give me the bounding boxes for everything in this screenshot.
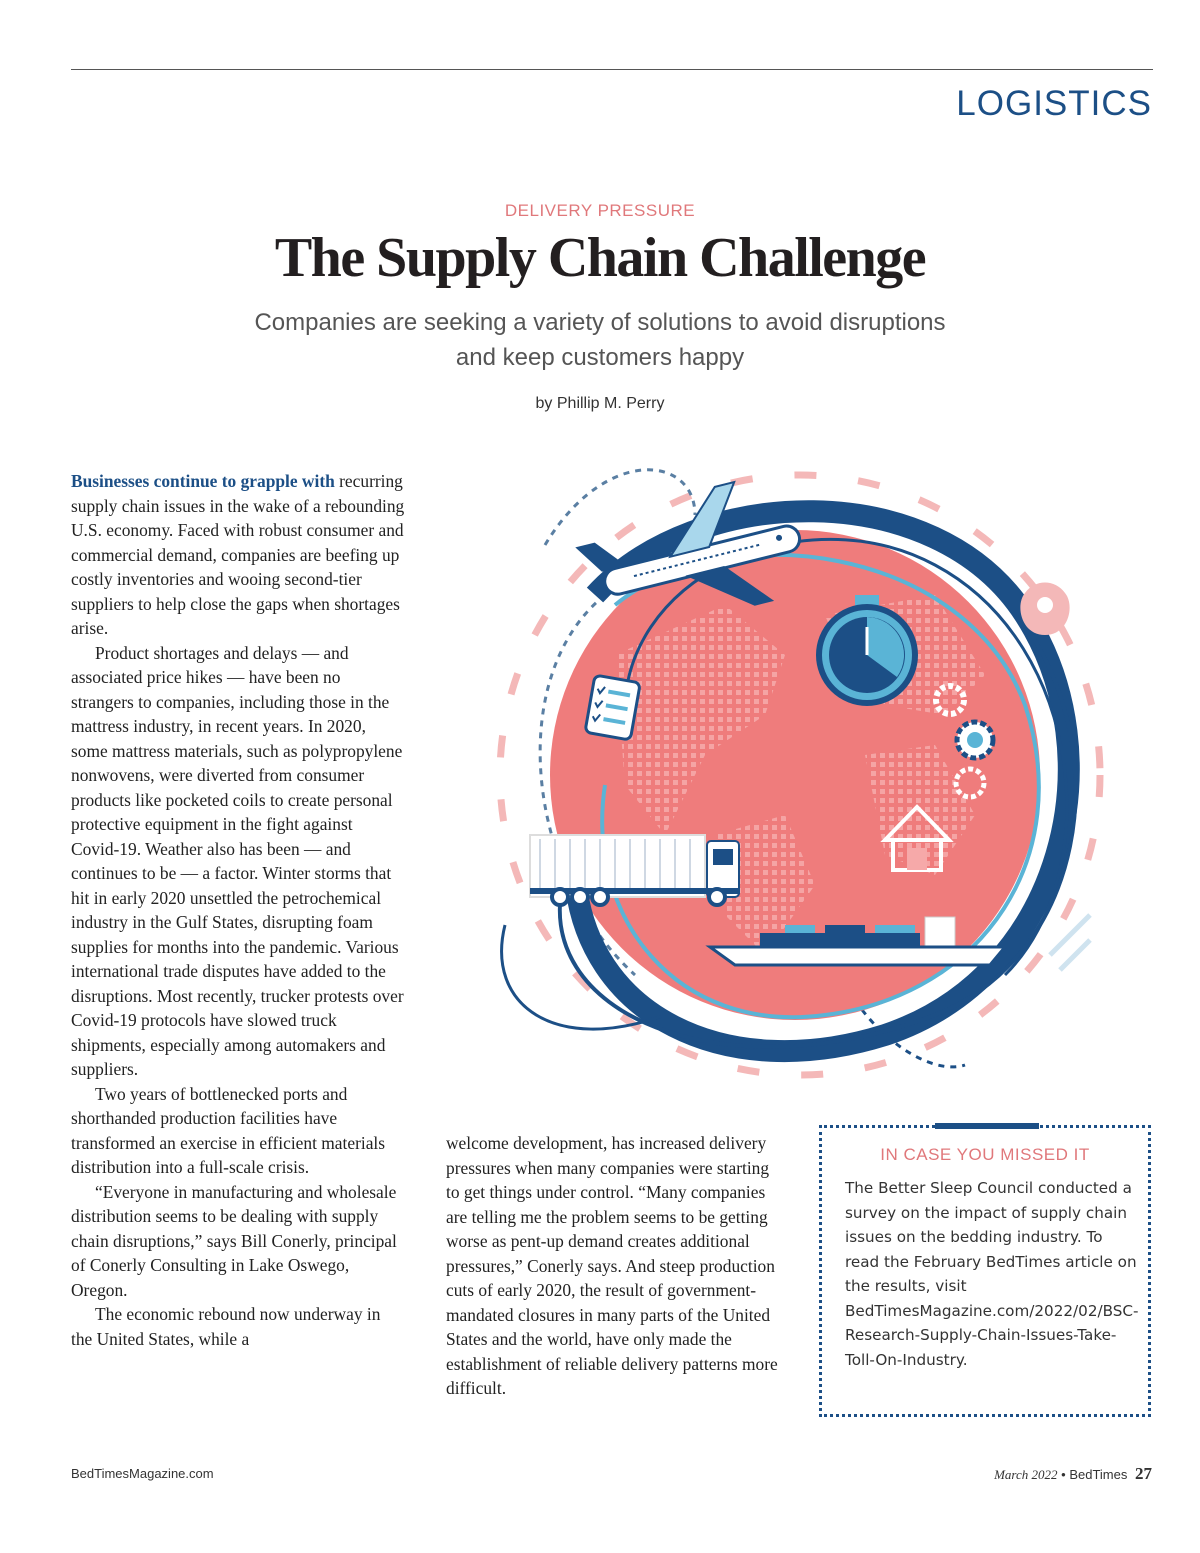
checklist-icon [585, 675, 640, 740]
article-kicker: DELIVERY PRESSURE [504, 201, 696, 220]
body-paragraph: Two years of bottlenecked ports and shorthanded production facilities have transformed an exercise in efficient materials distribution into a full-scale crisis. [71, 1083, 386, 1177]
accent-lines-icon [1050, 915, 1090, 970]
footer-website: BedTimesMagazine.com [71, 1466, 214, 1481]
footer-folio [994, 1464, 1152, 1484]
article-title: The Supply Chain Challenge [274, 227, 926, 289]
footer-issue: March 2022 [994, 1467, 1058, 1482]
body-column-2 [446, 1131, 779, 1401]
paragraph-text: recurring supply chain issues in the wake of a rebounding U.S. economy. Faced with robust consumer and commercial demand, companies are beefing up costly inventories and wooing second-tier suppliers to help close the gaps when shortages arise. [71, 471, 405, 638]
sidebar-body: The Better Sleep Council conducted a survey on the impact of supply chain issues on the bedding industry. To read the February BedTimes article on the results, visit BedTimesMagazine.com/2022/02/BSC-Research-Supply-Chain-Issues-Take-Toll-On-Industry. [845, 1179, 1139, 1369]
supply-chain-illustration [465, 455, 1115, 1085]
sidebar-box [819, 1125, 1151, 1417]
article-byline: by Phillip M. Perry [535, 395, 665, 412]
page-number: 27 [1135, 1464, 1152, 1483]
deck-line-2: and keep customers happy [455, 344, 745, 371]
body-paragraph [71, 469, 405, 641]
body-paragraph: welcome development, has increased delivery pressures when many companies were starting to get things under control. “Many companies are telling me the problem seems to be getting worse as pent-up demand creates additional pressures,” Conerly says. And steep production cuts of early 2020, the result of government-mandated closures in many parts of the United States and the world, have only made the establishment of reliable delivery patterns more difficult. [446, 1133, 778, 1398]
section-label: LOGISTICS [956, 84, 1152, 123]
body-paragraph: Product shortages and delays — and associated price hikes — have been no strangers to companies, including those in the mattress industry, in recent years. In 2020, some mattress materials, such as polypropylene nonwovens, were diverted from consumer products like pocketed coils to create personal protective equipment in the fight against Covid-19. Weather also has been — and continues to be — a factor. Winter storms that hit in early 2020 unsettled the petrochemical industry in the Gulf States, disrupting foam supplies for months into the pandemic. Various international trade disputes have added to the disruptions. Most recently, trucker protests over Covid-19 protocols have slowed truck shipments, especially among automakers and suppliers. [71, 642, 404, 1079]
truck-icon [530, 835, 740, 905]
body-column-1 [71, 469, 405, 1351]
body-paragraph: The economic rebound now underway in the United States, while a [71, 1304, 381, 1349]
location-pin-icon [1020, 583, 1069, 636]
article-deck [0, 305, 1200, 375]
top-rule [71, 69, 1153, 70]
footer-separator: • [1061, 1467, 1066, 1482]
deck-line-1: Companies are seeking a variety of solutions to avoid disruptions [254, 309, 946, 336]
footer-magazine: BedTimes [1069, 1467, 1128, 1482]
sidebar-title: IN CASE YOU MISSED IT [880, 1145, 1090, 1164]
lead-in: Businesses continue to grapple with [71, 471, 335, 491]
sidebar-accent-bar [935, 1123, 1039, 1129]
body-paragraph: “Everyone in manufacturing and wholesale distribution seems to be dealing with supply chain disruptions,” says Bill Conerly, principal of Conerly Consulting in Lake Oswego, Oregon. [71, 1181, 397, 1300]
